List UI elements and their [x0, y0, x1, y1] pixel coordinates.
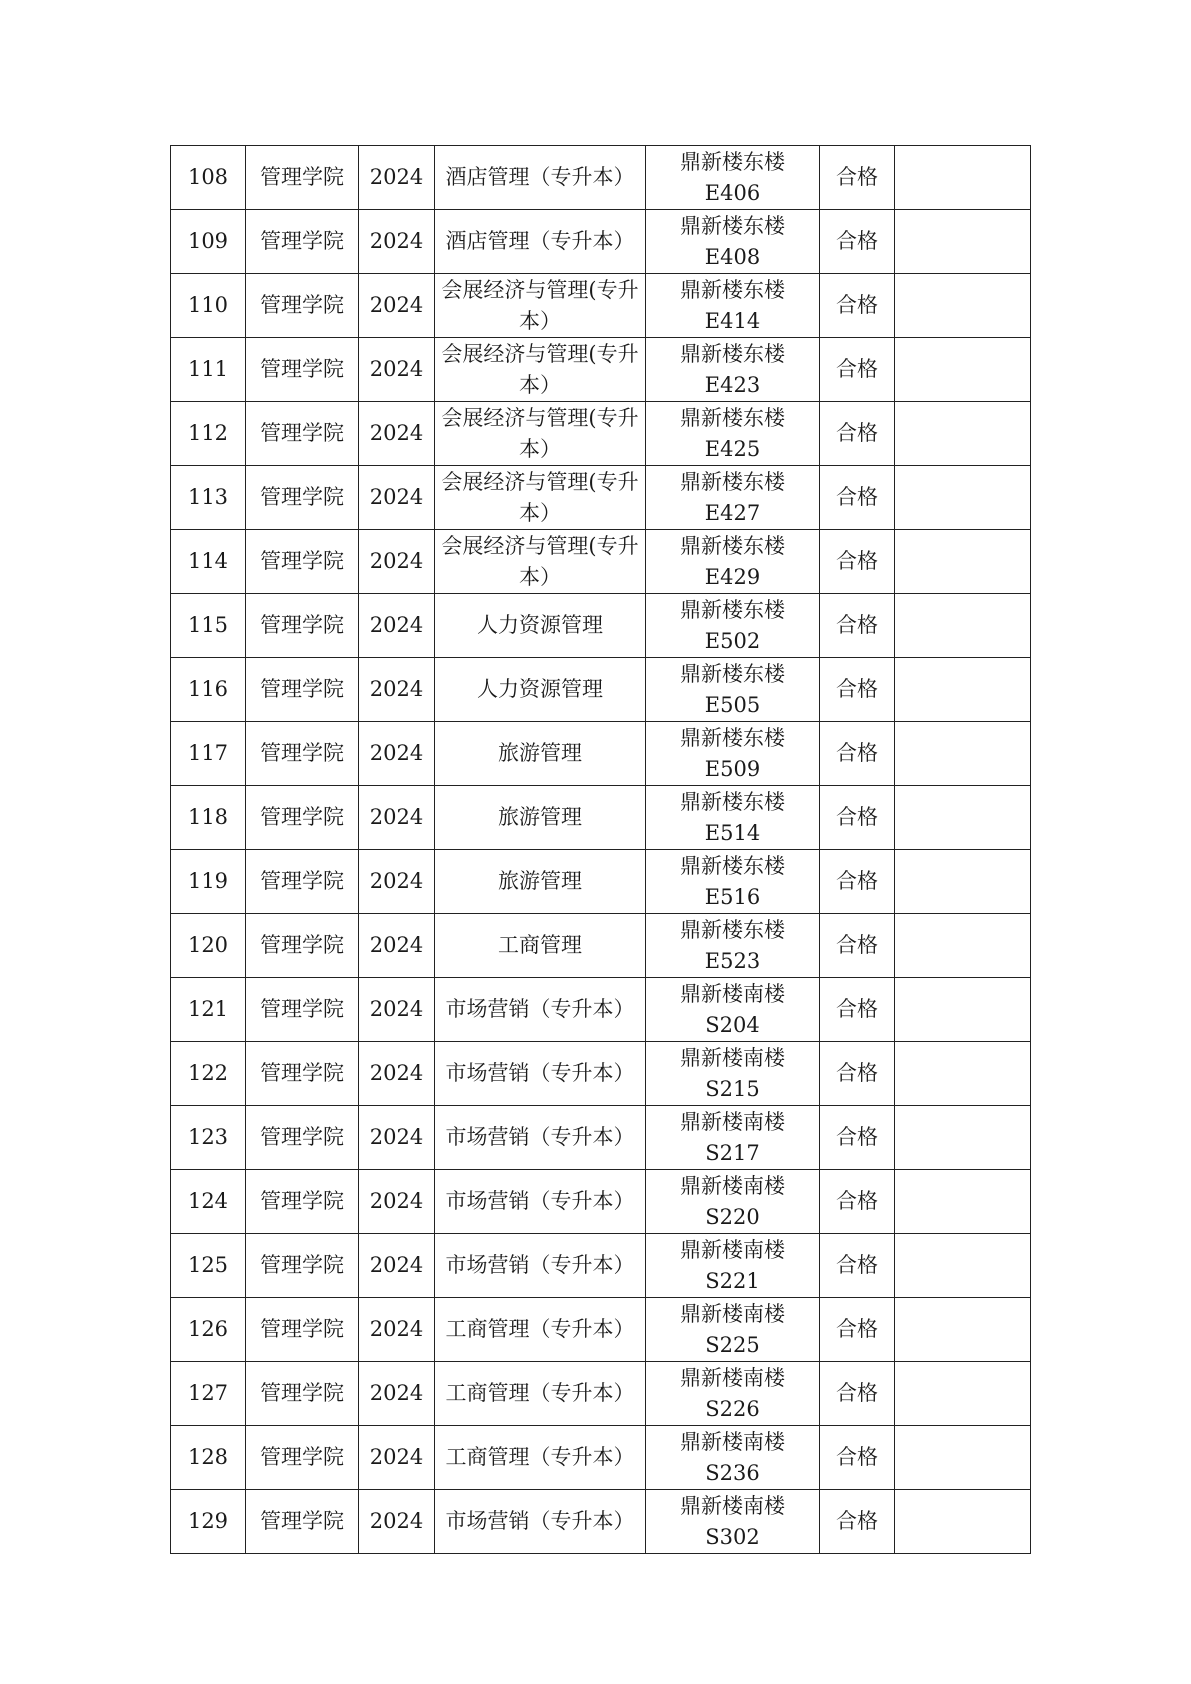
major-cell: 市场营销（专升本）: [435, 1170, 646, 1234]
year-cell: 2024: [359, 1298, 435, 1362]
room-cell: [646, 722, 820, 786]
row-number-cell: 120: [171, 914, 246, 978]
note-cell: [895, 1042, 1031, 1106]
year-cell: 2024: [359, 914, 435, 978]
college-cell: 管理学院: [246, 1490, 359, 1554]
result-cell: 合格: [820, 466, 895, 530]
note-cell: [895, 1234, 1031, 1298]
note-cell: [895, 594, 1031, 658]
year-cell: 2024: [359, 1490, 435, 1554]
room-cell: [646, 338, 820, 402]
row-number-cell: 109: [171, 210, 246, 274]
major-cell: 人力资源管理: [435, 658, 646, 722]
result-cell: 合格: [820, 1234, 895, 1298]
college-cell: 管理学院: [246, 786, 359, 850]
major-cell: 工商管理: [435, 914, 646, 978]
year-cell: 2024: [359, 786, 435, 850]
year-cell: 2024: [359, 722, 435, 786]
room-number: S220: [705, 1204, 760, 1229]
major-cell: 酒店管理（专升本）: [435, 210, 646, 274]
year-cell: 2024: [359, 850, 435, 914]
row-number-cell: 115: [171, 594, 246, 658]
result-cell: 合格: [820, 274, 895, 338]
college-cell: 管理学院: [246, 658, 359, 722]
row-number-cell: 110: [171, 274, 246, 338]
major-cell: 旅游管理: [435, 850, 646, 914]
note-cell: [895, 530, 1031, 594]
row-number-cell: 108: [171, 146, 246, 210]
table-body: [171, 146, 1031, 1554]
room-number: E427: [704, 500, 761, 525]
room-number: E505: [704, 692, 761, 717]
note-cell: [895, 850, 1031, 914]
room-building: 鼎新楼东楼: [680, 149, 785, 174]
room-building: 鼎新楼南楼: [680, 1301, 785, 1326]
college-cell: 管理学院: [246, 402, 359, 466]
room-cell: [646, 1234, 820, 1298]
major-cell: 会展经济与管理(专升本）: [435, 530, 646, 594]
college-cell: 管理学院: [246, 722, 359, 786]
room-number: E502: [704, 628, 761, 653]
major-cell: 工商管理（专升本）: [435, 1426, 646, 1490]
room-building: 鼎新楼东楼: [680, 853, 785, 878]
row-number-cell: 122: [171, 1042, 246, 1106]
room-cell: [646, 978, 820, 1042]
room-cell: [646, 274, 820, 338]
table-row: [171, 1170, 1031, 1234]
room-number: S221: [705, 1268, 760, 1293]
row-number-cell: 129: [171, 1490, 246, 1554]
room-cell: [646, 1170, 820, 1234]
room-cell: [646, 1298, 820, 1362]
row-number-cell: 125: [171, 1234, 246, 1298]
major-cell: 市场营销（专升本）: [435, 1490, 646, 1554]
table-row: [171, 1362, 1031, 1426]
room-number: S217: [705, 1140, 760, 1165]
year-cell: 2024: [359, 466, 435, 530]
row-number-cell: 126: [171, 1298, 246, 1362]
year-cell: 2024: [359, 1234, 435, 1298]
row-number-cell: 127: [171, 1362, 246, 1426]
room-building: 鼎新楼东楼: [680, 533, 785, 558]
college-cell: 管理学院: [246, 594, 359, 658]
row-number-cell: 111: [171, 338, 246, 402]
table-row: [171, 914, 1031, 978]
result-cell: 合格: [820, 1298, 895, 1362]
room-number: S226: [705, 1396, 760, 1421]
note-cell: [895, 338, 1031, 402]
result-cell: 合格: [820, 1042, 895, 1106]
note-cell: [895, 1298, 1031, 1362]
room-building: 鼎新楼南楼: [680, 1365, 785, 1390]
room-cell: [646, 1362, 820, 1426]
room-cell: [646, 914, 820, 978]
room-building: 鼎新楼南楼: [680, 1429, 785, 1454]
room-cell: [646, 1042, 820, 1106]
table-row: [171, 786, 1031, 850]
table-row: [171, 1234, 1031, 1298]
major-cell: 市场营销（专升本）: [435, 1106, 646, 1170]
note-cell: [895, 914, 1031, 978]
major-cell: 工商管理（专升本）: [435, 1298, 646, 1362]
room-cell: [646, 1106, 820, 1170]
note-cell: [895, 402, 1031, 466]
room-cell: [646, 210, 820, 274]
result-cell: 合格: [820, 338, 895, 402]
year-cell: 2024: [359, 338, 435, 402]
year-cell: 2024: [359, 594, 435, 658]
row-number-cell: 123: [171, 1106, 246, 1170]
table-row: [171, 530, 1031, 594]
room-cell: [646, 530, 820, 594]
result-cell: 合格: [820, 530, 895, 594]
room-number: S225: [705, 1332, 760, 1357]
room-building: 鼎新楼东楼: [680, 917, 785, 942]
college-cell: 管理学院: [246, 466, 359, 530]
note-cell: [895, 978, 1031, 1042]
row-number-cell: 113: [171, 466, 246, 530]
row-number-cell: 116: [171, 658, 246, 722]
major-cell: 旅游管理: [435, 722, 646, 786]
room-cell: [646, 850, 820, 914]
room-number: S302: [705, 1524, 760, 1549]
table-row: [171, 210, 1031, 274]
note-cell: [895, 146, 1031, 210]
room-building: 鼎新楼东楼: [680, 213, 785, 238]
result-cell: 合格: [820, 1426, 895, 1490]
college-cell: 管理学院: [246, 1298, 359, 1362]
year-cell: 2024: [359, 402, 435, 466]
room-building: 鼎新楼东楼: [680, 725, 785, 750]
year-cell: 2024: [359, 1362, 435, 1426]
result-cell: 合格: [820, 722, 895, 786]
result-cell: 合格: [820, 1362, 895, 1426]
year-cell: 2024: [359, 658, 435, 722]
year-cell: 2024: [359, 1426, 435, 1490]
college-cell: 管理学院: [246, 274, 359, 338]
row-number-cell: 112: [171, 402, 246, 466]
college-cell: 管理学院: [246, 1234, 359, 1298]
room-building: 鼎新楼东楼: [680, 661, 785, 686]
note-cell: [895, 1426, 1031, 1490]
college-cell: 管理学院: [246, 914, 359, 978]
major-cell: 市场营销（专升本）: [435, 1234, 646, 1298]
year-cell: 2024: [359, 274, 435, 338]
room-building: 鼎新楼东楼: [680, 597, 785, 622]
major-cell: 会展经济与管理(专升本）: [435, 338, 646, 402]
result-cell: 合格: [820, 1490, 895, 1554]
result-cell: 合格: [820, 914, 895, 978]
room-cell: [646, 146, 820, 210]
room-number: S236: [705, 1460, 760, 1485]
college-cell: 管理学院: [246, 1426, 359, 1490]
result-cell: 合格: [820, 210, 895, 274]
room-number: E414: [704, 308, 761, 333]
result-cell: 合格: [820, 978, 895, 1042]
college-cell: 管理学院: [246, 1170, 359, 1234]
row-number-cell: 114: [171, 530, 246, 594]
major-cell: 市场营销（专升本）: [435, 1042, 646, 1106]
college-cell: 管理学院: [246, 146, 359, 210]
major-cell: 人力资源管理: [435, 594, 646, 658]
table-row: [171, 658, 1031, 722]
note-cell: [895, 722, 1031, 786]
college-cell: 管理学院: [246, 530, 359, 594]
table-row: [171, 338, 1031, 402]
table-row: [171, 274, 1031, 338]
row-number-cell: 124: [171, 1170, 246, 1234]
college-cell: 管理学院: [246, 338, 359, 402]
room-number: E425: [704, 436, 761, 461]
college-cell: 管理学院: [246, 1042, 359, 1106]
room-cell: [646, 658, 820, 722]
room-building: 鼎新楼东楼: [680, 789, 785, 814]
table-row: [171, 594, 1031, 658]
note-cell: [895, 658, 1031, 722]
room-cell: [646, 1426, 820, 1490]
room-building: 鼎新楼东楼: [680, 277, 785, 302]
row-number-cell: 117: [171, 722, 246, 786]
year-cell: 2024: [359, 210, 435, 274]
row-number-cell: 128: [171, 1426, 246, 1490]
year-cell: 2024: [359, 978, 435, 1042]
note-cell: [895, 1106, 1031, 1170]
dorm-inspection-table: [170, 145, 1031, 1554]
note-cell: [895, 1490, 1031, 1554]
room-building: 鼎新楼南楼: [680, 1045, 785, 1070]
table-row: [171, 850, 1031, 914]
major-cell: 会展经济与管理(专升本）: [435, 466, 646, 530]
room-cell: [646, 1490, 820, 1554]
room-number: E423: [704, 372, 761, 397]
table-row: [171, 1426, 1031, 1490]
table-row: [171, 466, 1031, 530]
year-cell: 2024: [359, 1106, 435, 1170]
year-cell: 2024: [359, 1042, 435, 1106]
room-number: S215: [705, 1076, 760, 1101]
table-row: [171, 402, 1031, 466]
major-cell: 会展经济与管理(专升本）: [435, 274, 646, 338]
table-row: [171, 722, 1031, 786]
major-cell: 会展经济与管理(专升本）: [435, 402, 646, 466]
room-building: 鼎新楼东楼: [680, 469, 785, 494]
result-cell: 合格: [820, 1170, 895, 1234]
row-number-cell: 121: [171, 978, 246, 1042]
row-number-cell: 118: [171, 786, 246, 850]
year-cell: 2024: [359, 1170, 435, 1234]
room-cell: [646, 594, 820, 658]
note-cell: [895, 466, 1031, 530]
note-cell: [895, 786, 1031, 850]
room-number: E408: [704, 244, 761, 269]
room-cell: [646, 466, 820, 530]
year-cell: 2024: [359, 146, 435, 210]
room-cell: [646, 786, 820, 850]
college-cell: 管理学院: [246, 1362, 359, 1426]
room-building: 鼎新楼东楼: [680, 405, 785, 430]
major-cell: 市场营销（专升本）: [435, 978, 646, 1042]
note-cell: [895, 1170, 1031, 1234]
room-number: E406: [704, 180, 761, 205]
table-row: [171, 1042, 1031, 1106]
note-cell: [895, 274, 1031, 338]
room-building: 鼎新楼南楼: [680, 1237, 785, 1262]
result-cell: 合格: [820, 1106, 895, 1170]
note-cell: [895, 210, 1031, 274]
result-cell: 合格: [820, 786, 895, 850]
room-number: E523: [704, 948, 761, 973]
room-cell: [646, 402, 820, 466]
room-number: E514: [704, 820, 761, 845]
room-building: 鼎新楼南楼: [680, 1109, 785, 1134]
college-cell: 管理学院: [246, 850, 359, 914]
room-number: E429: [704, 564, 761, 589]
room-building: 鼎新楼南楼: [680, 1493, 785, 1518]
college-cell: 管理学院: [246, 1106, 359, 1170]
year-cell: 2024: [359, 530, 435, 594]
row-number-cell: 119: [171, 850, 246, 914]
table-row: [171, 1106, 1031, 1170]
college-cell: 管理学院: [246, 210, 359, 274]
result-cell: 合格: [820, 850, 895, 914]
table-row: [171, 978, 1031, 1042]
room-building: 鼎新楼南楼: [680, 1173, 785, 1198]
table-row: [171, 1298, 1031, 1362]
table-row: [171, 146, 1031, 210]
room-number: E516: [704, 884, 761, 909]
result-cell: 合格: [820, 594, 895, 658]
room-number: S204: [705, 1012, 760, 1037]
result-cell: 合格: [820, 146, 895, 210]
result-cell: 合格: [820, 658, 895, 722]
result-cell: 合格: [820, 402, 895, 466]
table-row: [171, 1490, 1031, 1554]
room-building: 鼎新楼东楼: [680, 341, 785, 366]
major-cell: 工商管理（专升本）: [435, 1362, 646, 1426]
room-building: 鼎新楼南楼: [680, 981, 785, 1006]
major-cell: 酒店管理（专升本）: [435, 146, 646, 210]
room-number: E509: [704, 756, 761, 781]
college-cell: 管理学院: [246, 978, 359, 1042]
major-cell: 旅游管理: [435, 786, 646, 850]
note-cell: [895, 1362, 1031, 1426]
